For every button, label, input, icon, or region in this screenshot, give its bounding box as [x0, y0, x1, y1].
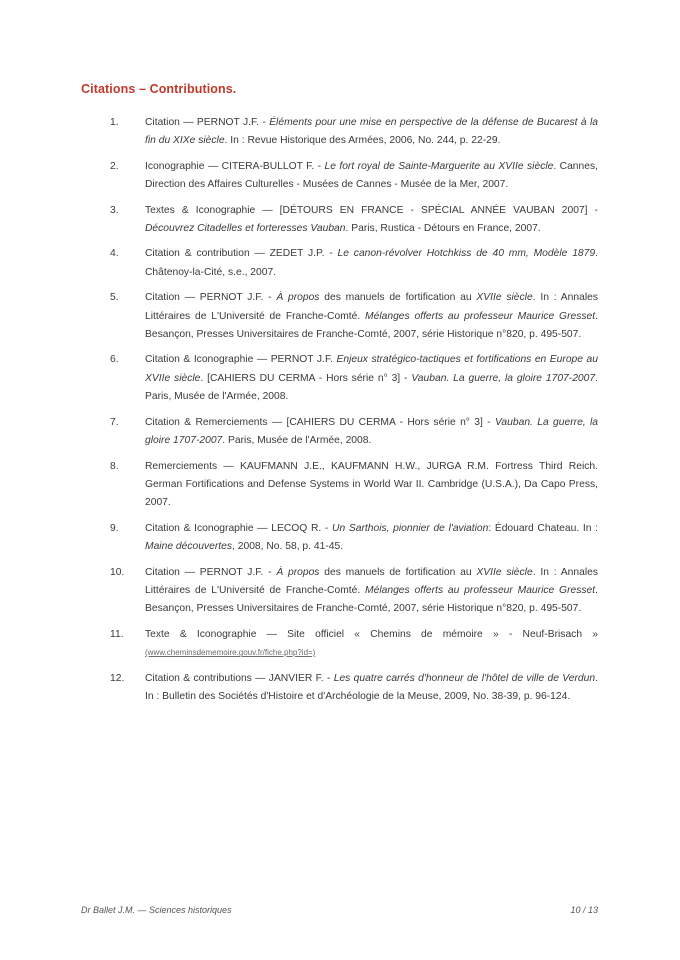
reference-title: Vauban. La guerre, la gloire 1707-2007 [145, 416, 598, 447]
reference-title: À propos [276, 292, 320, 304]
reference-item [110, 670, 598, 707]
reference-text: : Édouard Chateau. In : [488, 522, 598, 534]
reference-text: . Paris, Rustica - Détours en France, 2007. [345, 223, 541, 235]
page-number: 10 / 13 [570, 905, 598, 915]
reference-text: Citation & contribution — ZEDET J.P. - [145, 248, 338, 260]
reference-number: 1. [110, 117, 119, 128]
reference-text: Textes & Iconographie — [DÉTOURS EN FRANCE - SPÉCIAL ANNÉE VAUBAN 2007] - [145, 204, 598, 216]
reference-number: 12. [110, 672, 125, 684]
reference-item [110, 520, 598, 557]
reference-title: Mélanges offerts au professeur Maurice Gresset [365, 584, 596, 596]
footer-author: Dr Ballet J.M. — Sciences historiques [81, 905, 232, 915]
reference-text: Iconographie — CITERA-BULLOT F. - [145, 160, 325, 172]
reference-text: . Paris, Musée de l'Armée, 2008. [222, 435, 372, 447]
reference-title: XVIIe siècle [476, 566, 533, 578]
reference-text: . Besançon, Presses Universitaires de Franche-Comté, 2007, série Historique n°820, p. 495-507. [145, 584, 598, 615]
reference-text: des manuels de fortification au [319, 292, 477, 304]
reference-text: . In : Revue Historique des Armées, 2006, No. 244, p. 22-29. [224, 135, 501, 147]
reference-text: . Besançon, Presses Universitaires de Franche-Comté, 2007, série Historique n°820, p. 495-507. [145, 310, 598, 341]
reference-number: 11. [110, 628, 124, 640]
reference-title: Le fort royal de Sainte-Marguerite au XVIIe siècle [324, 160, 554, 172]
reference-title: À propos [276, 566, 320, 578]
reference-item [110, 158, 598, 195]
reference-text: Citation & Iconographie — PERNOT J.F. [145, 354, 337, 366]
reference-item [110, 564, 598, 619]
reference-number: 3. [110, 204, 119, 216]
reference-number: 2. [110, 160, 119, 172]
reference-text: . In : Annales Littéraires de L'Université de Franche-Comté. [145, 292, 598, 322]
reference-title: Un Sarthois, pionnier de l'aviation [332, 522, 489, 534]
reference-text: Citation — PERNOT J.F. - [145, 566, 277, 578]
reference-text: des manuels de fortification au [319, 566, 477, 578]
page-footer [81, 905, 598, 915]
reference-number: 6. [110, 354, 119, 366]
reference-text: Citation & Iconographie — LECOQ R. - [145, 522, 333, 534]
reference-title: Le canon-révolver Hotchkiss de 40 mm, Modèle 1879 [337, 248, 596, 260]
reference-text: . In : Annales Littéraires de L'Université de Franche-Comté. [145, 566, 598, 596]
reference-number: 9. [110, 522, 119, 534]
reference-text: Remerciements — KAUFMANN J.E., KAUFMANN H.W., JURGA R.M. Fortress Third Reich. German Fortifications and Defense Systems in World War II. Cambridge (U.S.A.), Da Capo Press, 2007. [145, 460, 598, 509]
reference-title: Maine découvertes [145, 541, 233, 553]
reference-text: . Paris, Musée de l'Armée, 2008. [145, 372, 598, 403]
reference-item [110, 458, 598, 513]
reference-item [110, 414, 598, 451]
reference-number: 5. [110, 292, 119, 304]
reference-title: Vauban. La guerre, la gloire 1707-2007 [411, 372, 596, 384]
reference-title: Découvrez Citadelles et forteresses Vauban [145, 223, 346, 235]
reference-text: . In : Bulletin des Sociétés d'Histoire et d'Archéologie de la Meuse, 2009, No. 38-39, p. 96-124. [145, 672, 598, 702]
section-heading: Citations – Contributions. [81, 82, 237, 96]
reference-text: Citation — PERNOT J.F. - [145, 292, 277, 304]
reference-text: Citation — PERNOT J.F. - [145, 117, 270, 128]
reference-text: Citation & Remerciements — [CAHIERS DU CERMA - Hors série n° 3] - [145, 416, 495, 428]
reference-list [110, 114, 598, 713]
reference-item [110, 289, 598, 344]
reference-item [110, 351, 598, 406]
reference-text: . Châtenoy-la-Cité, s.e., 2007. [145, 248, 598, 278]
reference-number: 8. [110, 460, 119, 472]
reference-title: XVIIe siècle [476, 292, 533, 304]
reference-title: Les quatre carrés d'honneur de l'hôtel de ville de Verdun [333, 672, 596, 684]
reference-number: 10. [110, 566, 125, 578]
reference-item [110, 202, 598, 239]
reference-text: , 2008, No. 58, p. 41-45. [232, 541, 344, 553]
reference-number: 4. [110, 248, 119, 260]
reference-title: Éléments pour une mise en perspective de la défense de Bucarest à la fin du XIXe siècle [145, 117, 598, 147]
reference-text: . Cannes, Direction des Affaires Culturelles - Musées de Cannes - Musée de la Mer, 2007. [145, 160, 598, 191]
reference-item [110, 626, 598, 663]
reference-item [110, 245, 598, 282]
reference-title: Enjeux stratégico-tactiques et fortifications en Europe au XVIIe siècle [145, 354, 598, 384]
reference-item [110, 114, 598, 151]
reference-text: . [CAHIERS DU CERMA - Hors série n° 3] - [200, 372, 412, 384]
reference-text: Citation & contributions — JANVIER F. - [145, 672, 334, 684]
reference-number: 7. [110, 416, 119, 428]
reference-link[interactable]: (www.cheminsdememoire.gouv.fr/fiche.php?id=) [145, 648, 316, 658]
reference-title: Mélanges offerts au professeur Maurice Gresset [365, 310, 596, 322]
reference-text: Texte & Iconographie — Site officiel « Chemins de mémoire » - Neuf-Brisach » [145, 628, 598, 640]
